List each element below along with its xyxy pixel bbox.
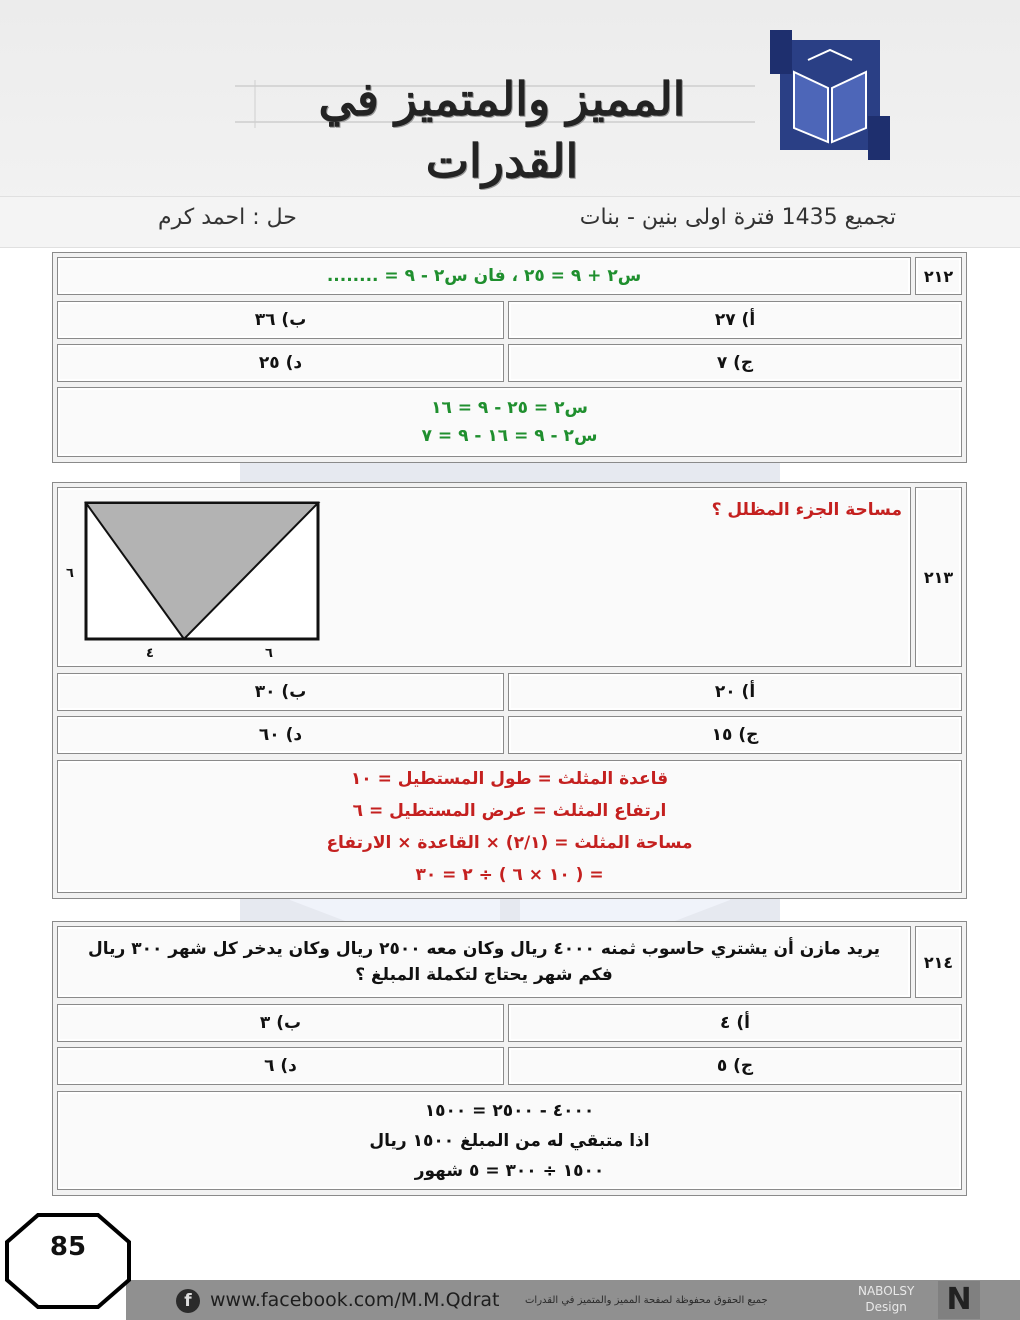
- question-text: [57, 257, 911, 295]
- brand-title: المميز والمتميز في القدرات: [318, 72, 686, 188]
- shaded-triangle-figure: [58, 488, 358, 668]
- solution-line: اذا متبقي له من المبلغ ١٥٠٠ ريال: [369, 1130, 650, 1151]
- collection-title: تجميع 1435 فترة اولى بنين - بنات: [579, 205, 896, 230]
- question-line: فكم شهر يحتاج لتكملة المبلغ ؟: [355, 965, 613, 985]
- solution-box: [57, 387, 962, 457]
- question-line: يريد مازن أن يشتري حاسوب ثمنه ٤٠٠٠ ريال وكان معه ٢٥٠٠ ريال وكان يدخر كل شهر ٣٠٠ ريال: [87, 939, 881, 959]
- designer-name: NABOLSY: [858, 1284, 915, 1298]
- option-a[interactable]: أ) ٢٧: [508, 301, 962, 339]
- option-c[interactable]: ج) ١٥: [508, 716, 962, 754]
- solution-line: س٢ - ٩ = ١٦ - ٩ = ٧: [421, 426, 598, 446]
- option-b[interactable]: ب) ٣٠: [57, 673, 504, 711]
- question-number: ٢١٣: [915, 487, 962, 667]
- solution-line: س٢ = ٢٥ - ٩ = ١٦: [431, 398, 588, 418]
- subheader-bar: [0, 196, 1020, 248]
- question-figure-cell: [57, 487, 911, 667]
- solution-box: [57, 760, 962, 893]
- page-number: 85: [49, 1232, 87, 1262]
- option-d[interactable]: د) ٦: [57, 1047, 504, 1085]
- question-number: ٢١٤: [915, 926, 962, 998]
- facebook-link[interactable]: www.facebook.com/M.M.Qdrat: [210, 1289, 500, 1311]
- height-label: ٦: [66, 566, 74, 581]
- copyright-text: جميع الحقوق محفوظة لصفحة المميز والمتميز في القدرات: [525, 1295, 768, 1306]
- option-a[interactable]: أ) ٤: [508, 1004, 962, 1042]
- book-logo-icon: [770, 30, 890, 160]
- solution-line: = ( ١٠ × ٦ ) ÷ ٢ = ٣٠: [415, 864, 604, 885]
- designer-sub: Design: [865, 1300, 907, 1314]
- option-b[interactable]: ب) ٣٦: [57, 301, 504, 339]
- option-b[interactable]: ب) ٣: [57, 1004, 504, 1042]
- question-number: ٢١٢: [915, 257, 962, 295]
- designer-logo-icon: N: [938, 1281, 980, 1319]
- base-left-label: ٤: [146, 646, 154, 661]
- solution-line: مساحة المثلث = (٢/١) × القاعدة × الارتفاع: [326, 832, 693, 853]
- solution-line: ٤٠٠٠ - ٢٥٠٠ = ١٥٠٠: [424, 1100, 595, 1121]
- option-d[interactable]: د) ٦٠: [57, 716, 504, 754]
- question-text: [57, 926, 911, 998]
- designer-credit: [858, 1283, 914, 1315]
- question-213-box: [52, 482, 967, 899]
- option-d[interactable]: د) ٢٥: [57, 344, 504, 382]
- question-text-content: س٢ + ٩ = ٢٥ ، فان س٢ - ٩ = ........: [326, 266, 642, 286]
- solution-line: ارتفاع المثلث = عرض المستطيل = ٦: [352, 800, 667, 821]
- solution-box: [57, 1091, 962, 1190]
- question-212-box: [52, 252, 967, 463]
- option-c[interactable]: ج) ٥: [508, 1047, 962, 1085]
- question-214-box: [52, 921, 967, 1196]
- solution-line: ١٥٠٠ ÷ ٣٠٠ = ٥ شهور: [414, 1160, 605, 1181]
- solution-line: قاعدة المثلث = طول المستطيل = ١٠: [350, 768, 669, 789]
- option-a[interactable]: أ) ٢٠: [508, 673, 962, 711]
- option-c[interactable]: ج) ٧: [508, 344, 962, 382]
- question-text: مساحة الجزء المظلل ؟: [711, 500, 902, 520]
- base-right-label: ٦: [265, 646, 273, 661]
- solver-name: حل : احمد كرم: [158, 205, 297, 230]
- facebook-icon[interactable]: f: [176, 1289, 200, 1313]
